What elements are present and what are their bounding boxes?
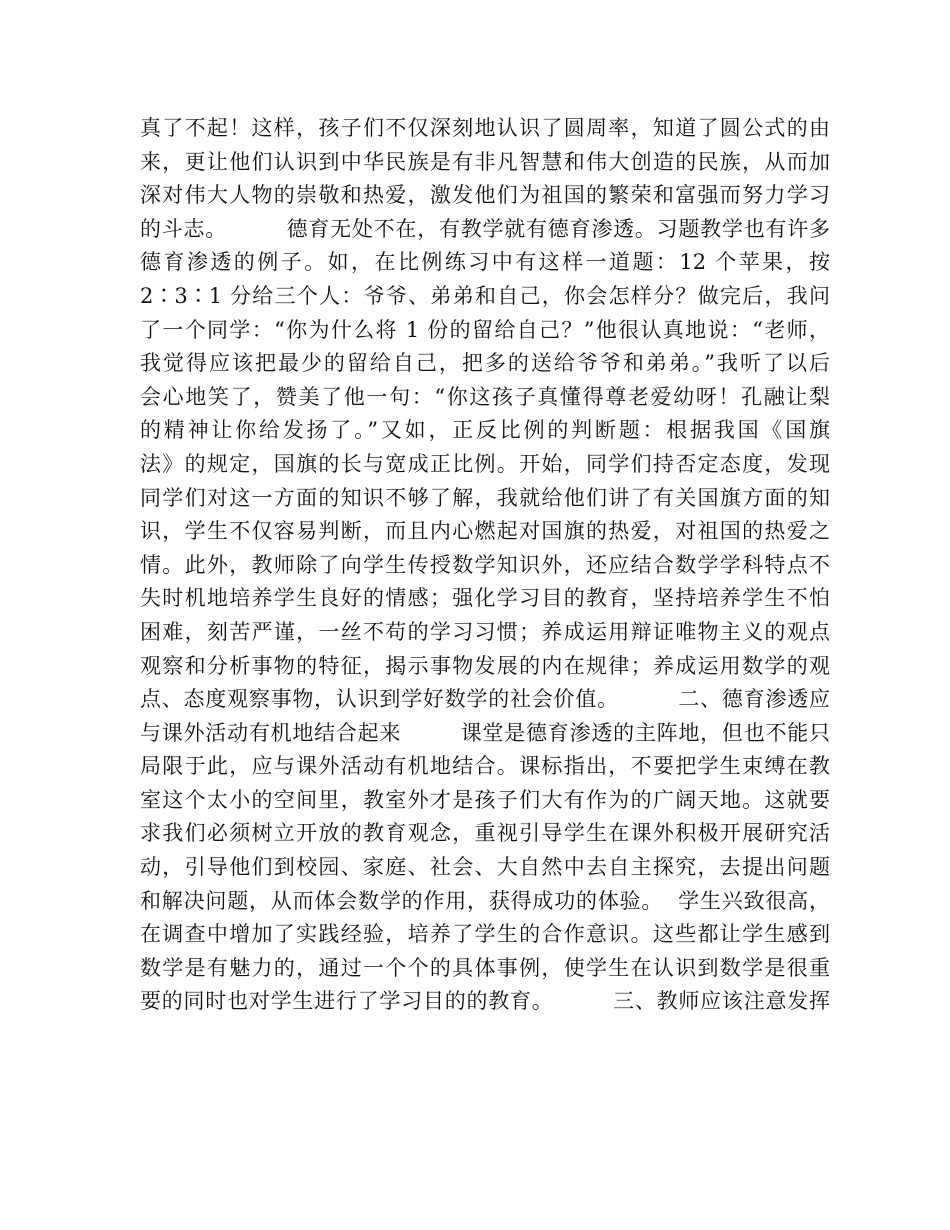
text-line: 观察和分析事物的特征，揭示事物发展的内在规律；养成运用数学的观 — [140, 653, 830, 678]
text-line: 法》的规定，国旗的长与宽成正比例。开始，同学们持否定态度，发现 — [140, 451, 830, 476]
text-line: 在调查中增加了实践经验，培养了学生的合作意识。这些都让学生感到 — [140, 922, 830, 947]
text-line: 失时机地培养学生良好的情感；强化学习目的教育，坚持培养学生不怕 — [140, 586, 830, 611]
text-line: 和解决问题，从而体会数学的作用，获得成功的体验。 学生兴致很高， — [140, 888, 830, 913]
text-line: 识，学生不仅容易判断，而且内心燃起对国旗的热爱，对祖国的热爱之 — [140, 519, 830, 544]
text-line: 来，更让他们认识到中华民族是有非凡智慧和伟大创造的民族，从而加 — [140, 149, 830, 174]
text-line: 室这个太小的空间里，教室外才是孩子们大有作为的广阔天地。这就要 — [140, 787, 830, 812]
text-line: 深对伟大人物的崇敬和热爱，激发他们为祖国的繁荣和富强而努力学习 — [140, 183, 830, 208]
text-line: 同学们对这一方面的知识不够了解，我就给他们讲了有关国旗方面的知 — [140, 485, 830, 510]
text-line: 的斗志。 德育无处不在，有教学就有德育渗透。习题教学也有许多 — [140, 216, 830, 241]
text-line: 的精神让你给发扬了。”又如，正反比例的判断题：根据我国《国旗 — [140, 418, 830, 443]
text-line: 与课外活动有机地结合起来 课堂是德育渗透的主阵地，但也不能只 — [140, 720, 830, 745]
text-line: 动，引导他们到校园、家庭、社会、大自然中去自主探究，去提出问题 — [140, 855, 830, 880]
text-line: 德育渗透的例子。如，在比例练习中有这样一道题：12 个苹果，按 — [140, 250, 830, 275]
text-line: 困难，刻苦严谨，一丝不苟的学习习惯；养成运用辩证唯物主义的观点 — [140, 619, 830, 644]
text-line: 会心地笑了，赞美了他一句：“你这孩子真懂得尊老爱幼呀！孔融让梨 — [140, 384, 830, 409]
text-line: 我觉得应该把最少的留给自己，把多的送给爷爷和弟弟。”我听了以后 — [140, 351, 830, 376]
text-line: 点、态度观察事物，认识到学好数学的社会价值。 二、德育渗透应 — [140, 687, 830, 712]
document-body — [140, 112, 830, 1019]
text-line: 了一个同学：“你为什么将 1 份的留给自己？”他很认真地说：“老师， — [140, 317, 830, 342]
text-line: 情。此外，教师除了向学生传授数学知识外，还应结合数学学科特点不 — [140, 552, 830, 577]
text-line: 要的同时也对学生进行了学习目的的教育。 三、教师应该注意发挥 — [140, 989, 830, 1014]
text-line: 局限于此，应与课外活动有机地结合。课标指出，不要把学生束缚在教 — [140, 754, 830, 779]
text-line: 真了不起！这样，孩子们不仅深刻地认识了圆周率，知道了圆公式的由 — [140, 116, 830, 140]
text-line: 求我们必须树立开放的教育观念，重视引导学生在课外积极开展研究活 — [140, 821, 830, 846]
text-line: 2∶3∶1 分给三个人：爷爷、弟弟和自己，你会怎样分？做完后，我问 — [140, 283, 830, 308]
text-line: 数学是有魅力的，通过一个个的具体事例，使学生在认识到数学是很重 — [140, 955, 830, 980]
